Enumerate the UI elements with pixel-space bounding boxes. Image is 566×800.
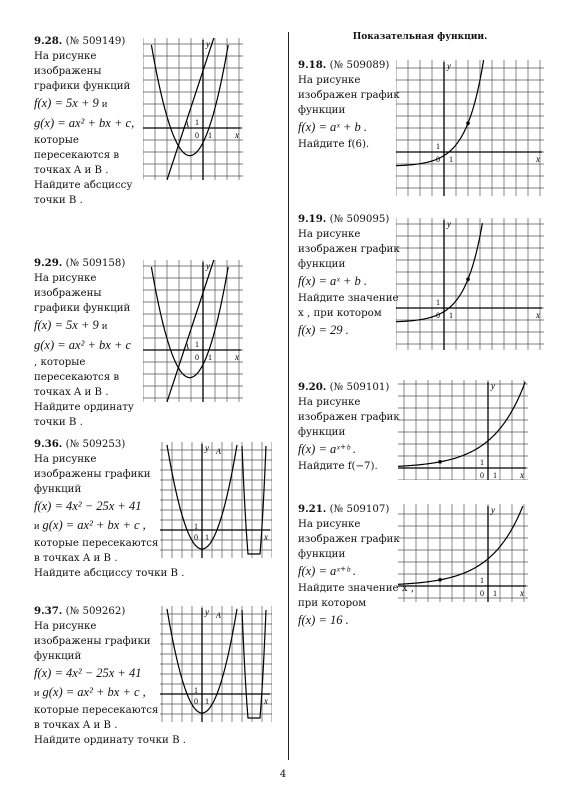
text-line: функции [298, 427, 346, 438]
origin-label: 0 [480, 589, 484, 598]
formula-f: f(x) = 4x² − 25x + 41 [34, 666, 142, 680]
point-label-a: A [184, 120, 189, 129]
text-line: точках A и B . [34, 165, 109, 176]
origin-label: 0 [480, 471, 484, 480]
point [466, 121, 470, 125]
formula-f: f(x) = 5x + 9 [34, 96, 99, 110]
text-line: точках A и B . [34, 387, 109, 398]
problem-code: (№ 509089) [329, 60, 390, 71]
text-line: На рисунке [298, 229, 361, 240]
problem-number: 9.18. [298, 59, 327, 71]
text-line: изображен график [298, 412, 400, 423]
tick-label: 1 [493, 589, 497, 598]
problem-code: (№ 509253) [65, 439, 126, 450]
tick-label: 1 [436, 298, 440, 307]
text-line: , которые [34, 357, 86, 368]
axis-label-x: x [536, 154, 540, 164]
tick-label: 1 [480, 576, 484, 585]
tick-label: 1 [449, 311, 453, 320]
point [438, 578, 442, 582]
text-line: На рисунке [34, 273, 97, 284]
text-line: Найдите f(−7). [298, 461, 378, 472]
problem-number: 9.19. [298, 213, 327, 225]
problem-code: (№ 509101) [329, 382, 390, 393]
line-f [167, 260, 214, 402]
point [466, 277, 470, 281]
text-line: в точках A и B . [34, 553, 118, 564]
point [438, 460, 442, 464]
problem-code: (№ 509158) [65, 258, 126, 269]
problem-number: 9.21. [298, 503, 327, 515]
page-number: 4 [279, 769, 287, 780]
axis-label-y: y [447, 61, 451, 71]
origin-label: 0 [195, 131, 199, 140]
formula-f: f(x) = aˣ + b . [298, 120, 367, 134]
text-line: изображены [34, 66, 102, 77]
axis-label-y: y [447, 219, 451, 229]
problem-code: (№ 509095) [329, 214, 390, 225]
graph-9-37 [160, 606, 272, 722]
graph-9-18 [396, 60, 544, 196]
origin-label: 0 [436, 155, 440, 164]
text-line: Найдите f(6). [298, 139, 370, 150]
formula-g: g(x) = ax² + bx + c [34, 116, 132, 130]
formula-f: f(x) = aˣ⁺ᵇ . [298, 442, 357, 456]
text-line: изображен график [298, 244, 400, 255]
tick-label: 1 [480, 458, 484, 467]
text-line: функций [34, 484, 82, 495]
text-fragment: и [101, 321, 108, 332]
text-line: изображены графики [34, 636, 151, 647]
problem-number: 9.37. [34, 605, 63, 617]
column-divider [288, 32, 289, 760]
text-line: изображены [34, 288, 102, 299]
text-line: На рисунке [34, 454, 97, 465]
text-line: изображен график [298, 534, 400, 545]
text-fragment: и [101, 99, 108, 110]
graph-9-21 [398, 504, 528, 602]
text-line: которые пересекаются [34, 538, 159, 549]
tick-label: 1 [205, 697, 209, 706]
text-line: Найдите ординату точки B . [34, 735, 187, 746]
text-line: пересекаются в [34, 150, 120, 161]
text-line: На рисунке [298, 519, 361, 530]
problem-number: 9.29. [34, 257, 63, 269]
text-line: Найдите абсциссу точки B . [34, 568, 185, 579]
axis-label-y: y [206, 39, 210, 49]
tick-label: 1 [205, 533, 209, 542]
tick-label: 1 [493, 471, 497, 480]
text-line: Найдите абсциссу [34, 180, 133, 191]
formula-f: f(x) = 4x² − 25x + 41 [34, 499, 142, 513]
problem-code: (№ 509262) [65, 606, 126, 617]
problem-9-37 [34, 604, 187, 748]
tick-label: 1 [449, 155, 453, 164]
text-line: Найдите значение x , [298, 583, 414, 594]
text-line: На рисунке [298, 397, 361, 408]
problem-9-19 [298, 212, 400, 340]
problem-9-29 [34, 256, 134, 430]
text-fragment: , [131, 116, 135, 130]
axis-label-x: x [536, 310, 540, 320]
text-line: изображен график [298, 90, 400, 101]
origin-label: 0 [194, 697, 198, 706]
text-line: точки B . [34, 195, 83, 206]
text-line: которые [34, 135, 79, 146]
tick-label: 1 [208, 131, 212, 140]
line-f [167, 38, 214, 180]
graph-9-20 [398, 380, 528, 480]
point-label-a: A [216, 447, 221, 456]
exp-curve [398, 506, 523, 584]
text-line: функции [298, 549, 346, 560]
problem-number: 9.28. [34, 35, 63, 47]
text-line: при котором [298, 598, 367, 609]
axis-label-x: x [520, 588, 524, 598]
origin-label: 0 [195, 353, 199, 362]
formula-g: g(x) = ax² + bx + c , [42, 518, 146, 532]
axis-label-y: y [491, 381, 495, 391]
text-line: Найдите ординату [34, 402, 134, 413]
graph-9-28 [143, 38, 243, 180]
section-heading: Показательная функции. [352, 32, 488, 42]
problem-number: 9.20. [298, 381, 327, 393]
tick-label: 1 [436, 142, 440, 151]
axis-label-y: y [491, 505, 495, 515]
origin-label: 0 [194, 533, 198, 542]
text-line: функции [298, 105, 346, 116]
tick-label: 1 [194, 522, 198, 531]
axis-label-x: x [264, 696, 268, 706]
point-label-a: A [184, 342, 189, 351]
text-line: На рисунке [34, 51, 97, 62]
problem-9-18 [298, 58, 400, 152]
text-line: изображены графики [34, 469, 151, 480]
formula-f: f(x) = 5x + 9 [34, 318, 99, 332]
text-line: графики функций [34, 81, 131, 92]
problem-code: (№ 509149) [65, 36, 126, 47]
text-line: которые пересекаются [34, 705, 159, 716]
text-line: На рисунке [298, 75, 361, 86]
formula-g: g(x) = ax² + bx + c [34, 338, 132, 352]
origin-label: 0 [436, 311, 440, 320]
text-line: точки B . [34, 417, 83, 428]
graph-9-29 [143, 260, 243, 402]
text-line: x , при котором [298, 308, 382, 319]
formula-condition: f(x) = 29 . [298, 323, 349, 337]
text-line: На рисунке [34, 621, 97, 632]
axis-label-y: y [206, 261, 210, 271]
problem-9-21 [298, 502, 414, 630]
problem-code: (№ 509107) [329, 504, 390, 515]
axis-label-x: x [520, 470, 524, 480]
formula-f: f(x) = aˣ⁺ᵇ . [298, 564, 357, 578]
formula-condition: f(x) = 16 . [298, 613, 349, 627]
graph-9-19 [396, 218, 544, 350]
text-line: функции [298, 259, 346, 270]
point-label-a: A [216, 611, 221, 620]
axis-label-x: x [264, 532, 268, 542]
text-fragment: и [34, 521, 40, 532]
text-line: пересекаются в [34, 372, 120, 383]
text-line: функций [34, 651, 82, 662]
exp-curve [398, 382, 525, 467]
formula-f: f(x) = aˣ + b . [298, 274, 367, 288]
tick-label: 1 [194, 686, 198, 695]
parabola-g [151, 267, 228, 378]
problem-9-28 [34, 34, 134, 208]
parabola-g [151, 45, 228, 156]
formula-g: g(x) = ax² + bx + c , [42, 685, 146, 699]
problem-9-20 [298, 380, 400, 474]
graph-9-36 [160, 442, 272, 558]
axis-label-y: y [205, 443, 209, 453]
axis-label-y: y [205, 607, 209, 617]
tick-label: 1 [195, 340, 199, 349]
text-line: графики функций [34, 303, 131, 314]
problem-number: 9.36. [34, 438, 63, 450]
text-fragment: и [34, 688, 40, 699]
text-line: в точках A и B . [34, 720, 118, 731]
text-line: Найдите значение [298, 293, 399, 304]
axis-label-x: x [235, 130, 239, 140]
tick-label: 1 [195, 118, 199, 127]
axis-label-x: x [235, 352, 239, 362]
problem-9-36 [34, 437, 185, 581]
tick-label: 1 [208, 353, 212, 362]
